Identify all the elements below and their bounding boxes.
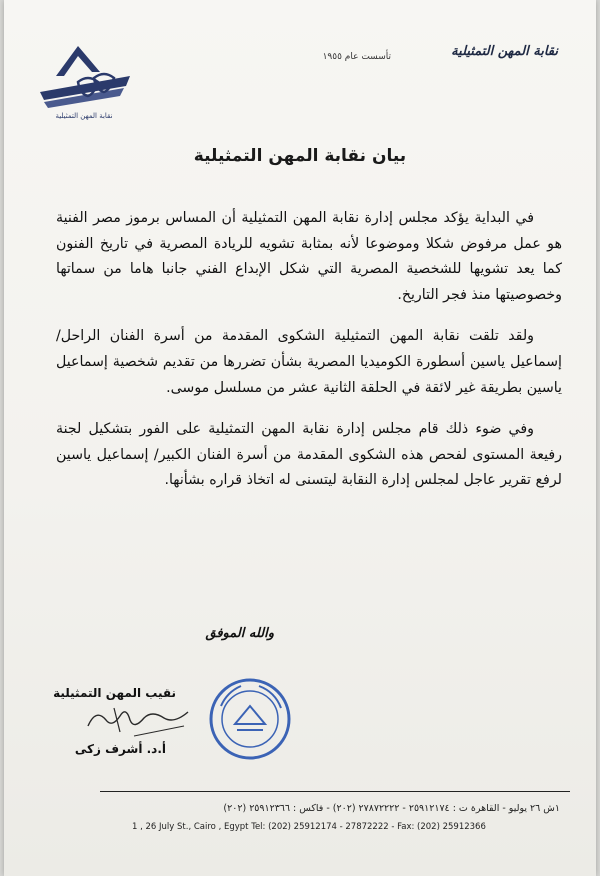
signatory-title: نقيب المهن التمثيلية bbox=[53, 686, 176, 700]
letter-page bbox=[4, 0, 596, 876]
footer-address-english: 1 , 26 July St., Cairo , Egypt Tel: (202) 25912174 - 27872222 - Fax: (202) 25912366 bbox=[132, 822, 486, 832]
paragraph: وفي ضوء ذلك قام مجلس إدارة نقابة المهن التمثيلية على الفور بتشكيل لجنة رفيعة المستوى لفحص هذه الشكوى المقدمة من أسرة الفنان الكبير/ إسماعيل ياسين لرفع تقرير عاجل لمجلس إدارة النقابة ليتسنى له اتخاذ قراره بشأنها. bbox=[56, 421, 562, 489]
footer-address-arabic: ١ش ٢٦ يوليو - القاهرة ت : ٢٥٩١٢١٧٤ - ٢٧٨٧٢٢٢٢ (٢٠٢) - فاكس : ٢٥٩١٢٣٦٦ (٢٠٢) bbox=[223, 803, 560, 814]
statement-body bbox=[56, 206, 562, 510]
paragraph: ولقد تلقت نقابة المهن التمثيلية الشكوى المقدمة من أسرة الفنان الراحل/ إسماعيل ياسين أسطورة الكوميديا المصرية بشأن تضررها من تقديم شخصية إسماعيل ياسين بطريقة غير لائقة في الحلقة الثانية عشر من مسلسل موسى. bbox=[56, 328, 562, 396]
statement-title: بيان نقابة المهن التمثيلية bbox=[193, 146, 407, 166]
footer-divider bbox=[100, 791, 570, 792]
header-organization: نقابة المهن التمثيلية bbox=[451, 44, 558, 59]
official-seal-icon bbox=[207, 676, 293, 762]
logo-caption: نقابة المهن التمثيلية bbox=[55, 112, 113, 120]
header-founded-date: تأسست عام ١٩٥٥ bbox=[322, 52, 391, 62]
handwritten-signature bbox=[84, 698, 194, 742]
paragraph: في البداية يؤكد مجلس إدارة نقابة المهن التمثيلية أن المساس برموز مصر الفنية هو عمل مرفوض شكلا وموضوعا لأنه بمثابة تشويه للريادة المصرية في تاريخ الفنون كما يعد تشويها للشخصية المصرية التي شكل الإبداع الفني جانبا هاما من سماتها وخصوصيتها منذ فجر التاريخ. bbox=[56, 210, 562, 303]
closing-line: والله الموفق bbox=[205, 626, 274, 641]
signatory-name: أ.د. أشرف زكى bbox=[74, 742, 166, 756]
